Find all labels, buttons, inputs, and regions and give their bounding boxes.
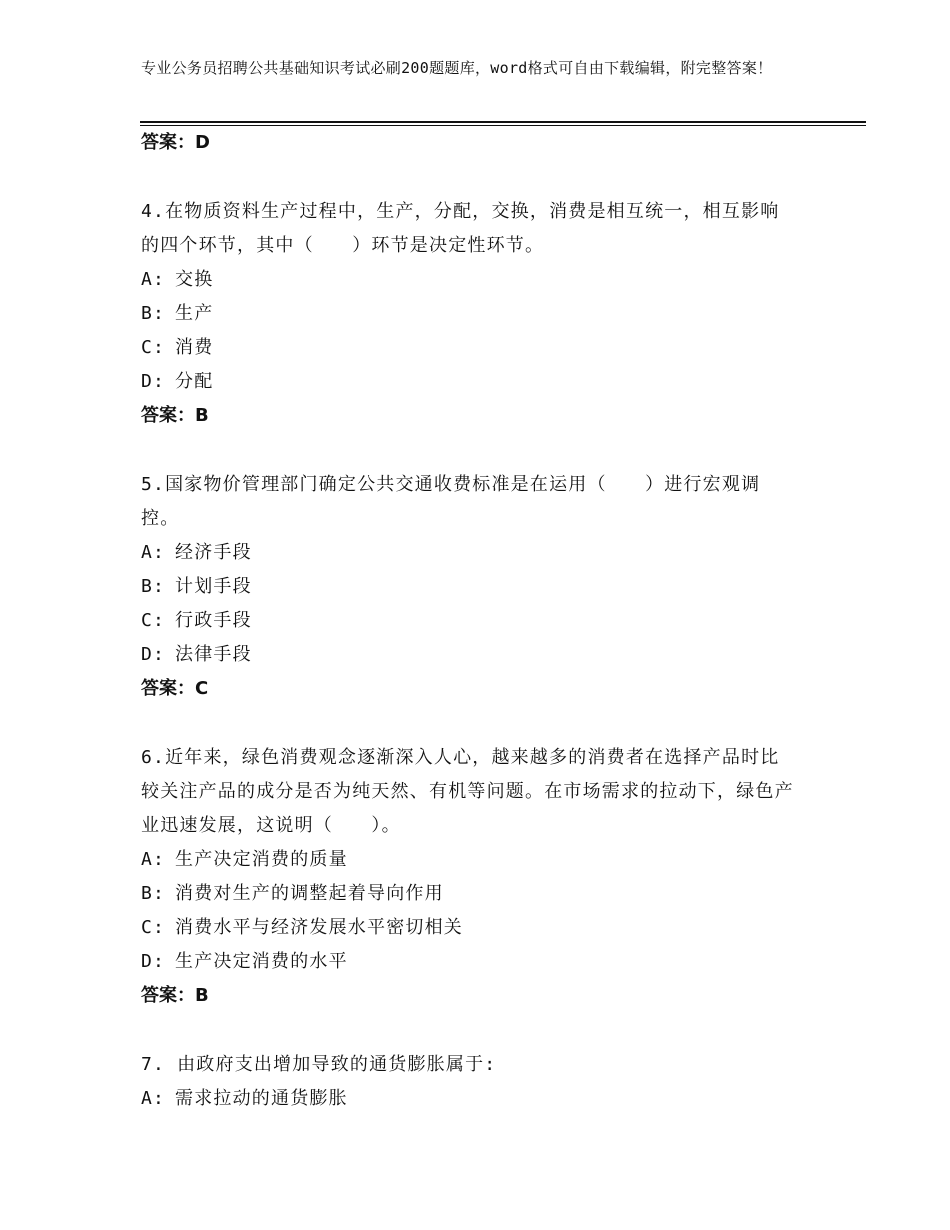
- question-6-option-c: [141, 914, 463, 942]
- question-5-stem: 5.国家物价管理部门确定公共交通收费标准是在运用（ ）进行宏观调控。: [141, 474, 761, 529]
- option-text: 法律手段: [175, 644, 252, 665]
- question-5-option-b: [141, 573, 252, 601]
- question-6-answer: 答案：B: [141, 985, 209, 1006]
- question-5-option-a: [141, 539, 252, 567]
- question-5-option-c: [141, 607, 252, 635]
- option-text: 消费水平与经济发展水平密切相关: [175, 917, 463, 938]
- header-rule-thick: [140, 121, 866, 123]
- question-4-option-b: [141, 300, 213, 328]
- question-5-answer: 答案：C: [141, 678, 209, 699]
- option-letter: C:: [141, 610, 166, 631]
- question-6-stem: 6.近年来，绿色消费观念逐渐深入人心，越来越多的消费者在选择产品时比较关注产品的成分是否为纯天然、有机等问题。在市场需求的拉动下，绿色产业迅速发展，这说明（ ）。: [141, 747, 794, 836]
- question-6-option-a: [141, 846, 348, 874]
- option-letter: A:: [141, 269, 166, 290]
- option-letter: B:: [141, 576, 166, 597]
- question-7-stem: 7. 由政府支出增加导致的通货膨胀属于:: [141, 1054, 497, 1075]
- question-5-option-d: [141, 641, 252, 669]
- option-letter: A:: [141, 1088, 166, 1109]
- question-4-option-c: [141, 334, 213, 362]
- header-rule-thin: [140, 125, 866, 126]
- option-letter: C:: [141, 337, 166, 358]
- option-text: 消费: [175, 337, 214, 358]
- option-letter: B:: [141, 883, 166, 904]
- option-text: 分配: [175, 371, 214, 392]
- question-4-answer: 答案：B: [141, 405, 209, 426]
- question-4-option-a: [141, 266, 213, 294]
- option-letter: D:: [141, 951, 166, 972]
- option-text: 经济手段: [175, 542, 252, 563]
- page-header: 专业公务员招聘公共基础知识考试必刷200题题库，word格式可自由下载编辑，附完整答案！: [141, 59, 773, 77]
- question-6-option-d: [141, 948, 348, 976]
- question-7-option-a: [141, 1085, 348, 1113]
- option-letter: A:: [141, 849, 166, 870]
- option-text: 需求拉动的通货膨胀: [175, 1088, 348, 1109]
- option-text: 消费对生产的调整起着导向作用: [175, 883, 444, 904]
- option-text: 交换: [175, 269, 214, 290]
- option-letter: D:: [141, 371, 166, 392]
- option-text: 生产: [175, 303, 214, 324]
- prev-answer: 答案：D: [141, 132, 210, 153]
- question-4-stem: 4.在物质资料生产过程中，生产，分配，交换，消费是相互统一，相互影响的四个环节，其中（ ）环节是决定性环节。: [141, 201, 780, 256]
- option-letter: B:: [141, 303, 166, 324]
- option-text: 生产决定消费的质量: [175, 849, 348, 870]
- option-text: 计划手段: [175, 576, 252, 597]
- question-6-option-b: [141, 880, 444, 908]
- option-letter: C:: [141, 917, 166, 938]
- option-text: 行政手段: [175, 610, 252, 631]
- option-letter: D:: [141, 644, 166, 665]
- option-letter: A:: [141, 542, 166, 563]
- question-4-option-d: [141, 368, 213, 396]
- option-text: 生产决定消费的水平: [175, 951, 348, 972]
